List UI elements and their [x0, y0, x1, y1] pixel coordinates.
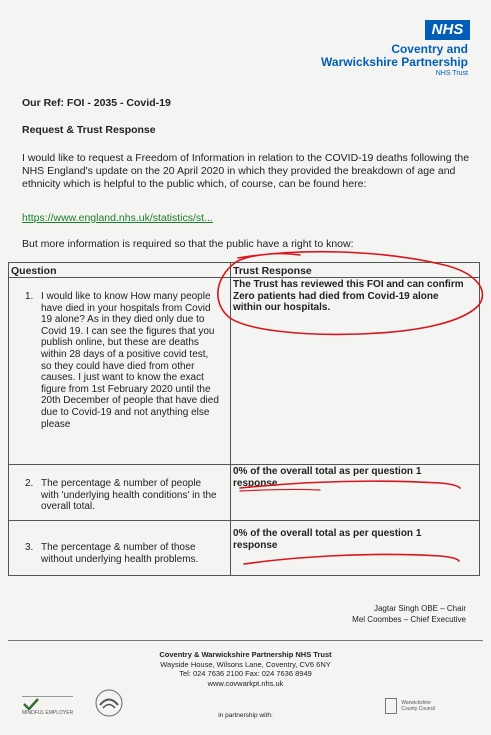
- footer-web: www.covwarkpt.nhs.uk: [207, 678, 284, 688]
- footer-phone: Tel: 024 7636 2100 Fax: 024 7636 8949: [179, 669, 312, 678]
- row-divider: [9, 464, 479, 465]
- footer-divider: [8, 640, 483, 641]
- signature-block: [352, 603, 466, 625]
- footer-address: [0, 650, 491, 688]
- row-divider: [9, 520, 479, 521]
- footer-street: Wayside House, Wilsons Lane, Coventry, CV6 6NY: [160, 659, 331, 669]
- trust-subtitle: NHS Trust: [435, 70, 468, 77]
- question-number: 1.: [25, 291, 34, 302]
- county-name-line1: Warwickshire: [401, 700, 431, 706]
- header-divider: [9, 277, 479, 278]
- more-info-text: But more information is required so that the public have a right to know:: [22, 238, 354, 250]
- ceo-name: Mel Coombes – Chief Executive: [352, 615, 466, 624]
- response-cell: 0% of the overall total as per question 1 response: [233, 466, 422, 489]
- footer-org: Coventry & Warwickshire Partnership NHS Trust: [159, 650, 332, 659]
- question-number: 3.: [25, 542, 34, 553]
- nhs-logo: NHS: [425, 20, 470, 40]
- foi-table: [8, 262, 480, 576]
- trust-name: [321, 43, 468, 69]
- question-text: I would like to know How many people have died in your hospitals from Covid 19 alone? As in they died only due to Covid 19. I can see the figures that you publish online, but these are deaths within 28 days of a positive covid test, so they could have died from other causes. I just want to know the exact figure from 1st February 2020 until the 20th December of people that have died due to Covid-19 and not anything else please: [41, 291, 219, 430]
- request-intro: I would like to request a Freedom of Information in relation to the COVID-19 deaths following the NHS England's update on the 20 April 2020 in which they provided the breakdown of age and ethnicity which is helpful to the public which, of course, can be found here:: [22, 152, 470, 190]
- chair-name: Jagtar Singh OBE – Chair: [373, 604, 466, 613]
- partnership-text: in partnership with:: [218, 712, 273, 719]
- question-text: The percentage & number of people with 'underlying health conditions' in the overall total.: [41, 478, 217, 513]
- trust-name-line1: Coventry and: [391, 42, 468, 56]
- column-header-question: Question: [11, 265, 57, 277]
- reference-number: Our Ref: FOI - 2035 - Covid-19: [22, 97, 171, 109]
- section-heading: Request & Trust Response: [22, 124, 156, 136]
- question-number: 2.: [25, 478, 34, 489]
- response-cell: The Trust has reviewed this FOI and can confirm Zero patients had died from Covid-19 alone within our hospitals.: [233, 279, 464, 314]
- statistics-link[interactable]: https://www.england.nhs.uk/statistics/st...: [22, 212, 213, 224]
- county-name-line2: County Council: [401, 706, 436, 712]
- question-text: The percentage & number of those without underlying health problems.: [41, 542, 199, 565]
- response-cell: 0% of the overall total as per question 1 response: [233, 528, 422, 551]
- crest-icon: [385, 698, 397, 714]
- trust-name-line2: Warwickshire Partnership: [321, 55, 468, 69]
- checkmark-icon: [22, 698, 62, 710]
- county-council-logo: [385, 698, 435, 714]
- mindful-employer-text: MINDFUL EMPLOYER: [22, 710, 74, 716]
- column-divider: [230, 263, 231, 575]
- column-header-response: Trust Response: [233, 265, 312, 277]
